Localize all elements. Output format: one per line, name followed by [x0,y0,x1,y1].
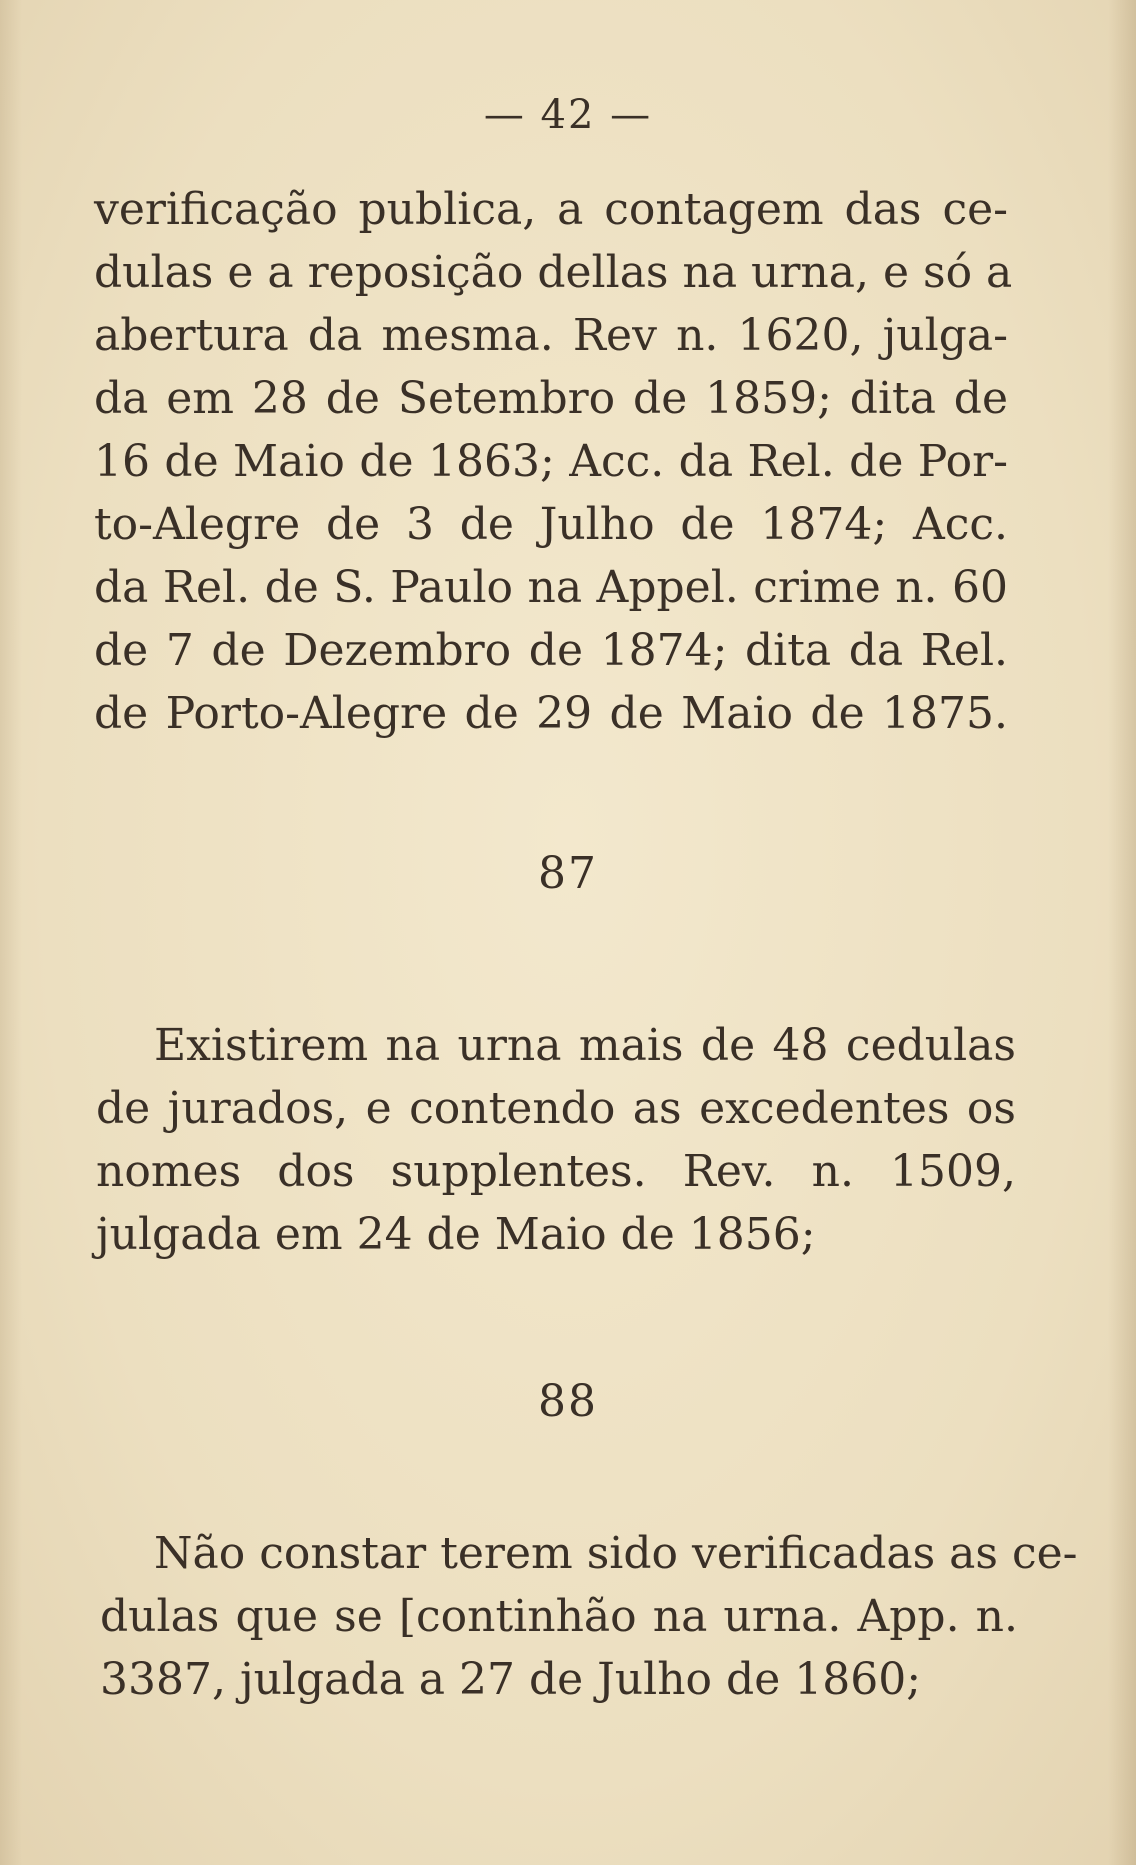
section-number-88: 88 [538,1376,598,1427]
page-number: — 42 — [483,92,653,138]
text-line: de Porto-Alegre de 29 de Maio de 1875. [94,688,1008,739]
text-line: da em 28 de Setembro de 1859; dita de [94,373,1008,424]
text-line: de jurados, e contendo as excedentes os [96,1083,1016,1134]
text-line: julgada em 24 de Maio de 1856; [96,1209,816,1260]
text-line: da Rel. de S. Paulo na Appel. crime n. 60 [94,562,1008,613]
text-line: de 7 de Dezembro de 1874; dita da Rel. [94,625,1008,676]
text-line: 16 de Maio de 1863; Acc. da Rel. de Por- [94,436,1008,487]
text-line: nomes dos supplentes. Rev. n. 1509, [96,1146,1016,1197]
text-line: Existirem na urna mais de 48 cedulas [154,1020,1016,1071]
text-line: dulas e a reposição dellas na urna, e só a [94,247,1013,298]
page-gutter-shadow [0,0,22,1865]
text-line: dulas que se [continhão na urna. App. n. [100,1591,1018,1642]
text-line: Não constar terem sido verificadas as ce- [154,1528,1078,1579]
text-line: 3387, julgada a 27 de Julho de 1860; [100,1654,922,1705]
text-line: verificação publica, a contagem das ce- [94,184,1008,235]
page-edge-shadow [1108,0,1136,1865]
section-number-87: 87 [538,848,598,899]
text-line: abertura da mesma. Rev n. 1620, julga- [94,310,1008,361]
text-line: to-Alegre de 3 de Julho de 1874; Acc. [94,499,1008,550]
